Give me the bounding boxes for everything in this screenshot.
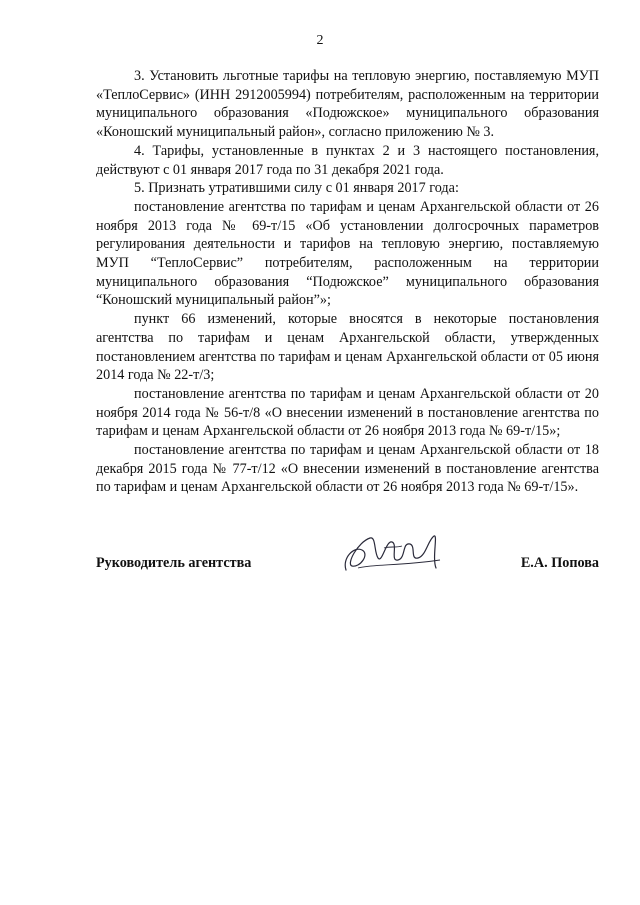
- signatory-position: Руководитель агентства: [96, 555, 252, 571]
- signatory-name: Е.А. Попова: [520, 555, 599, 571]
- repealed-act-2: пункт 66 изменений, которые вносятся в некоторые постановления агентства по тарифам и ценам Архангельской области, утвержденных постановлением агентства по тарифам и ценам Архангельской области от 05 июня 2014 года № 22-т/3;: [96, 311, 599, 384]
- repealed-act-1: постановление агентства по тарифам и ценам Архангельской области от 26 ноября 2013 года № 69-т/15 «Об установлении долгосрочных параметров регулирования деятельности и тарифов на тепловую энергию, поставляемую МУП “ТеплоСервис” потребителям, расположенным на территории муниципального образования “Подюжское” муниципального образования “Коношский муниципальный район”»;: [96, 198, 599, 309]
- paragraph-item-3: 3. Установить льготные тарифы на тепловую энергию, поставляемую МУП «ТеплоСервис» (ИНН 2912005994) потребителям, расположенным на территории муниципального образования «Подюжское» муниципального образования «Коношский муниципальный район», согласно приложению № 3.: [96, 68, 599, 141]
- repealed-act-4: постановление агентства по тарифам и ценам Архангельской области от 18 декабря 2015 года № 77-т/12 «О внесении изменений в постановление агентства по тарифам и ценам Архангельской области от 26 ноября 2013 года № 69-т/15».: [96, 442, 599, 496]
- paragraph-item-5: 5. Признать утратившими силу с 01 января 2017 года:: [134, 180, 459, 197]
- document-body: [96, 67, 599, 497]
- repealed-act-3: постановление агентства по тарифам и ценам Архангельской области от 20 ноября 2014 года № 56-т/8 «О внесении изменений в постановление агентства по тарифам и ценам Архангельской области от 26 ноября 2013 года № 69-т/15»;: [96, 385, 599, 440]
- signature-row: [96, 554, 599, 574]
- paragraph-item-4: 4. Тарифы, установленные в пунктах 2 и 3 настоящего постановления, действуют с 01 января 2017 года по 31 декабря 2021 года.: [96, 142, 599, 178]
- page-number: 2: [316, 33, 324, 48]
